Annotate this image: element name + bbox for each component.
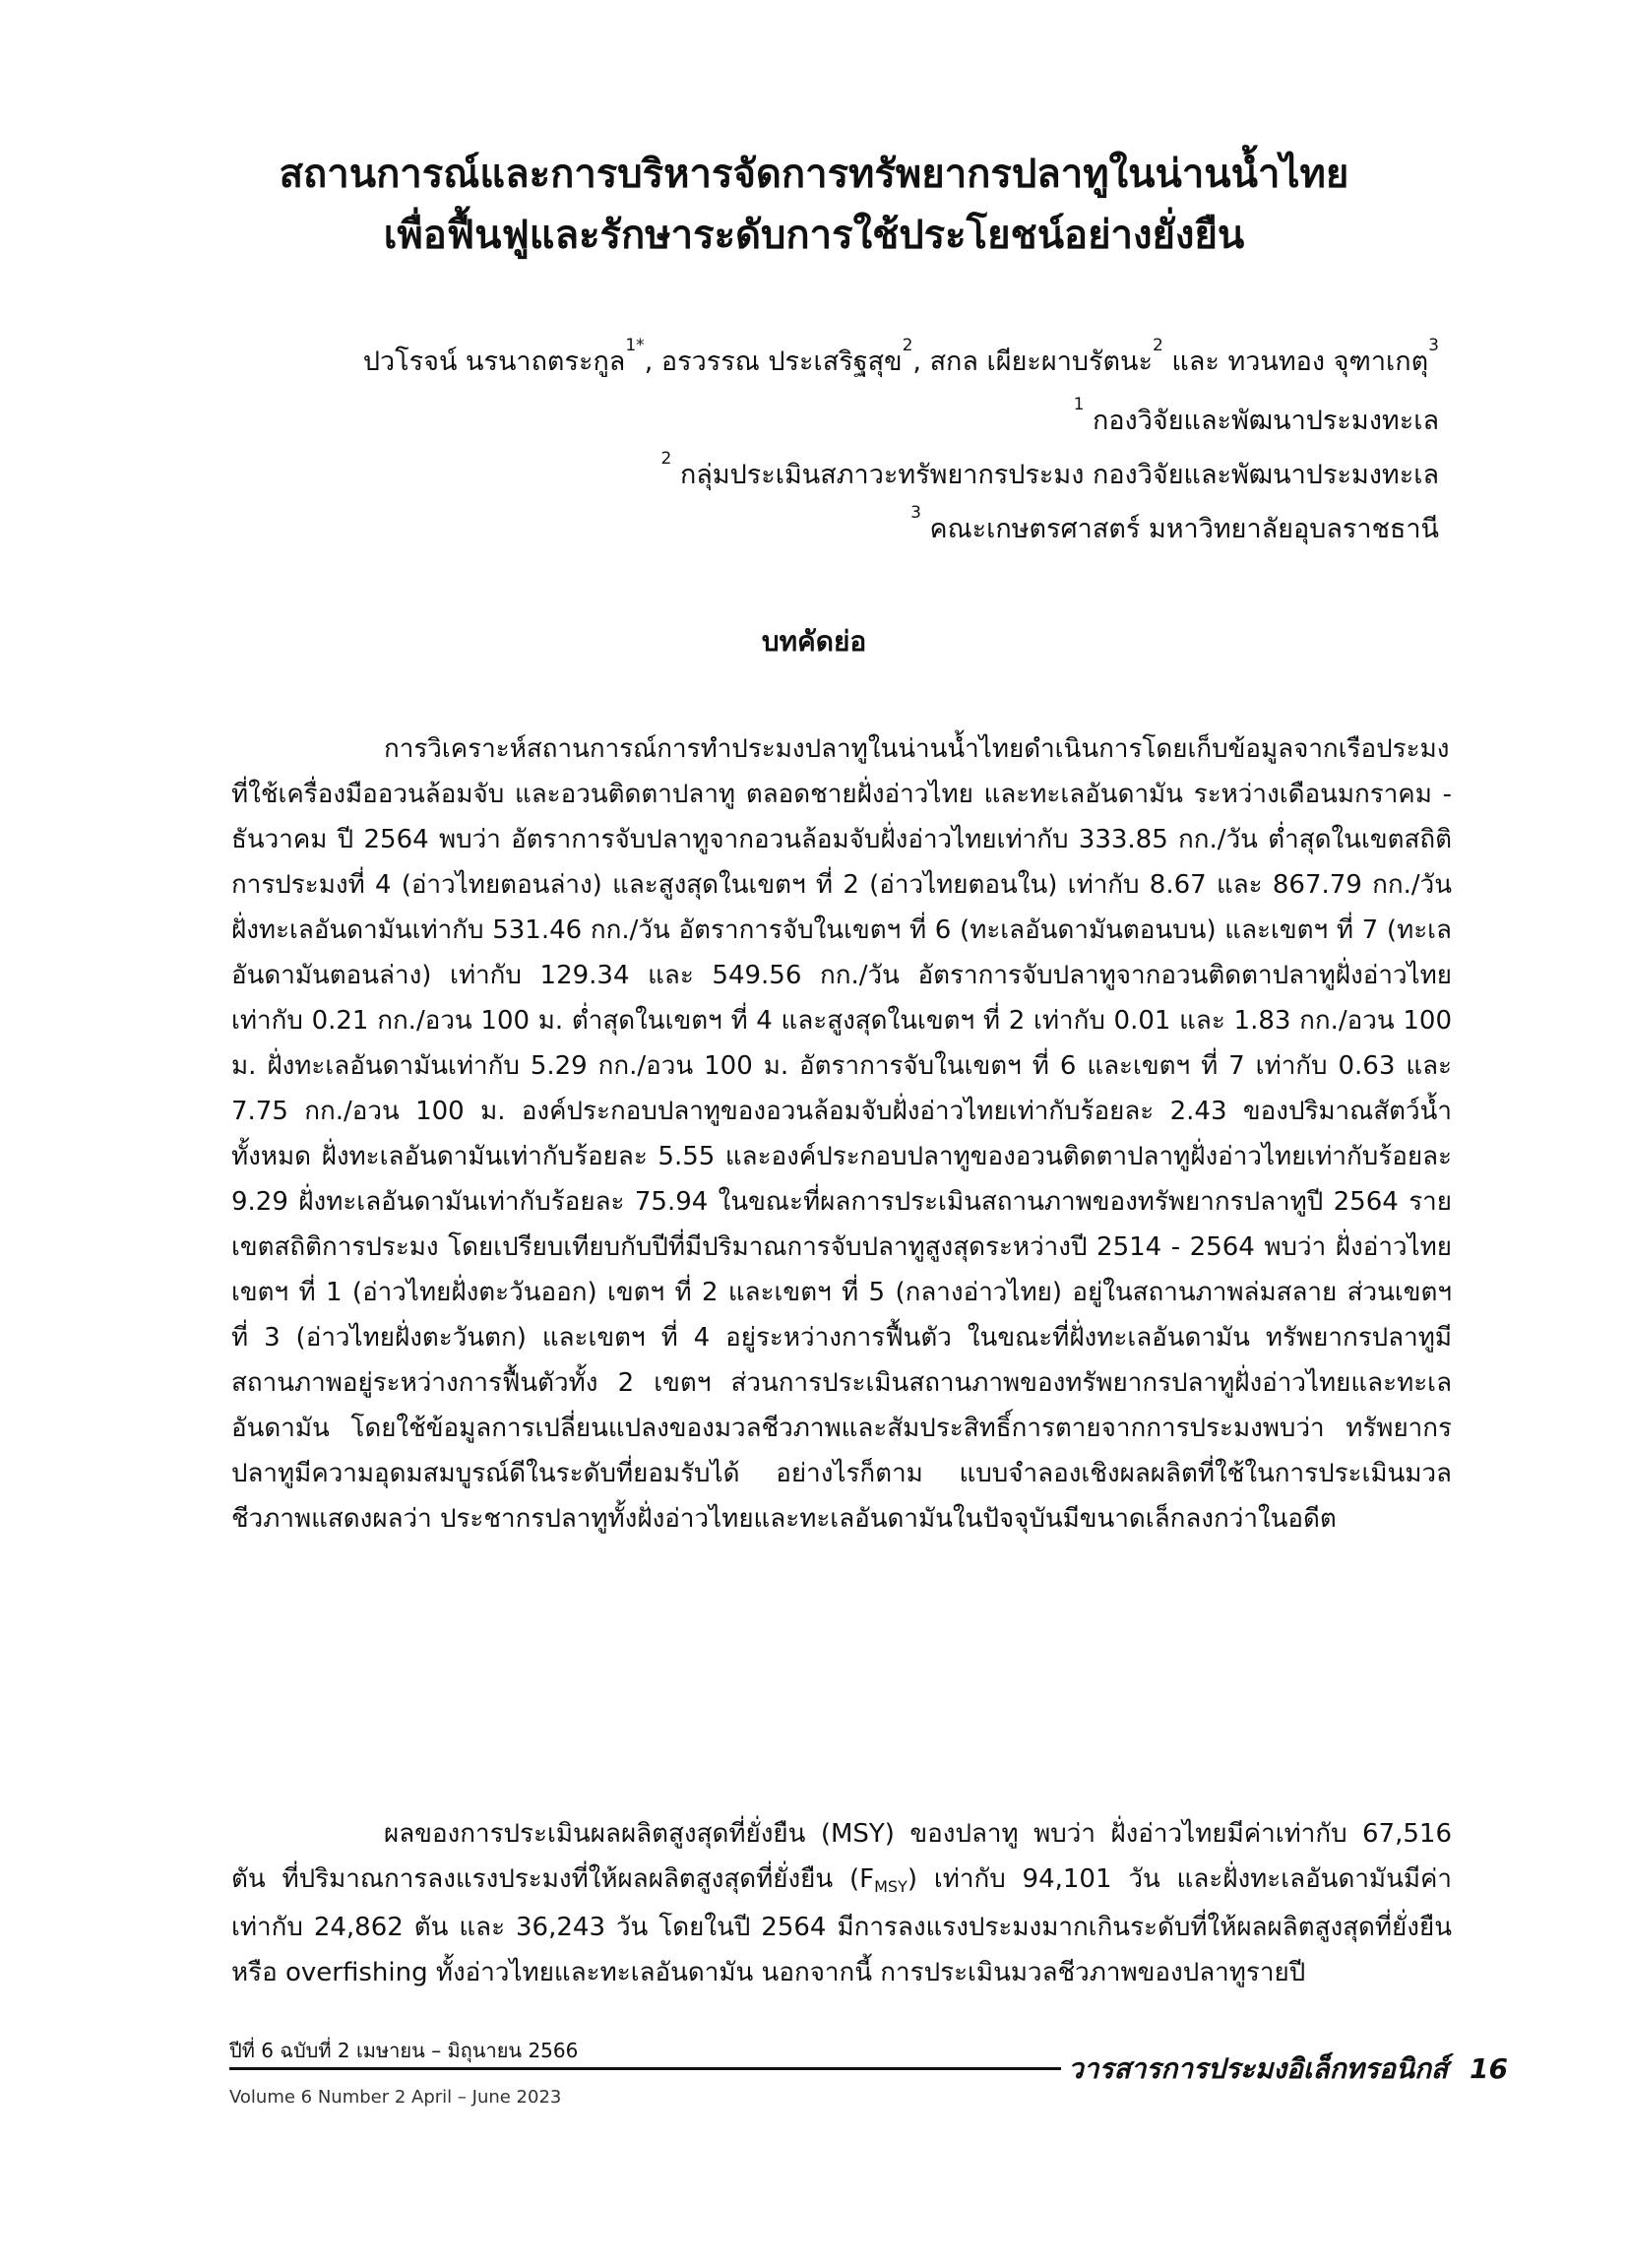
paper-title-line-2: เพื่อฟื้นฟูและรักษาระดับการใช้ประโยชน์อย่างยั่งยืน: [383, 213, 1245, 258]
author-list: [362, 336, 1439, 382]
affiliation-mark: 1: [1073, 395, 1085, 414]
author-separator: ,: [644, 346, 661, 377]
footer-issue-thai: ปีที่ 6 ฉบับที่ 2 เมษายน – มิถุนายน 2566: [229, 2039, 579, 2062]
affiliation-3: [910, 503, 1439, 549]
fmsy-subscript: MSY: [874, 1877, 908, 1896]
author-affiliation-mark: 2: [902, 336, 913, 355]
affiliation-text: คณะเกษตรศาสตร์ มหาวิทยาลัยอุบลราชธานี: [920, 514, 1439, 544]
affiliation-1: [1073, 395, 1439, 441]
author-name: อรวรรณ ประเสริฐสุข: [660, 346, 903, 377]
page-number: 16: [1470, 2052, 1508, 2085]
affiliation-mark: 2: [660, 449, 672, 469]
footer-journal: [1068, 2048, 1508, 2091]
paragraph-text: ) เท่ากับ 94,101 วัน และฝั่งทะเลอันดามันมีค่าเท่ากับ 24,862 ตัน และ 36,243 วัน โดยในปี 2564 มีการลงแรงประมงมากเกินระดับที่ให้ผลผลิตสูงสุดที่ยั่งยืน หรือ overfishing ทั้งอ่าวไทยและทะเลอันดามัน นอกจากนี้ การประเมินมวลชีวภาพของปลาทูรายปี: [231, 1864, 1452, 1987]
abstract-heading: บทคัดย่อ: [761, 625, 867, 658]
author-affiliation-mark: 2: [1153, 336, 1163, 355]
paper-title-line-1: สถานการณ์และการบริหารจัดการทรัพยากรปลาทูในน่านน้ำไทย: [279, 152, 1349, 197]
affiliation-mark: 3: [910, 503, 921, 523]
affiliation-text: กลุ่มประเมินสภาวะทรัพยากรประมง กองวิจัยและพัฒนาประมงทะเล: [671, 460, 1439, 490]
affiliation-2: [660, 449, 1439, 495]
author-conjunction: และ: [1162, 346, 1228, 377]
footer-divider: [229, 2067, 1061, 2070]
author-name: ปวโรจน์ นรนาถตระกูล: [362, 346, 626, 377]
journal-name: วารสารการประมงอิเล็กทรอนิกส์: [1068, 2052, 1449, 2085]
author-separator: ,: [912, 346, 930, 377]
author-affiliation-mark: 3: [1428, 336, 1439, 355]
affiliation-text: กองวิจัยและพัฒนาประมงทะเล: [1084, 406, 1439, 436]
abstract-paragraph-1: การวิเคราะห์สถานการณ์การทำประมงปลาทูในน่านน้ำไทยดำเนินการโดยเก็บข้อมูลจากเรือประมงที่ใช้เครื่องมืออวนล้อมจับ และอวนติดตาปลาทู ตลอดชายฝั่งอ่าวไทย และทะเลอันดามัน ระหว่างเดือนมกราคม - ธันวาคม ปี 2564 พบว่า อัตราการจับปลาทูจากอวนล้อมจับฝั่งอ่าวไทยเท่ากับ 333.85 กก./วัน ต่ำสุดในเขตสถิติการประมงที่ 4 (อ่าวไทยตอนล่าง) และสูงสุดในเขตฯ ที่ 2 (อ่าวไทยตอนใน) เท่ากับ 8.67 และ 867.79 กก./วัน ฝั่งทะเลอันดามันเท่ากับ 531.46 กก./วัน อัตราการจับในเขตฯ ที่ 6 (ทะเลอันดามันตอนบน) และเขตฯ ที่ 7 (ทะเลอันดามันตอนล่าง) เท่ากับ 129.34 และ 549.56 กก./วัน อัตราการจับปลาทูจากอวนติดตาปลาทูฝั่งอ่าวไทยเท่ากับ 0.21 กก./อวน 100 ม. ต่ำสุดในเขตฯ ที่ 4 และสูงสุดในเขตฯ ที่ 2 เท่ากับ 0.01 และ 1.83 กก./อวน 100 ม. ฝั่งทะเลอันดามันเท่ากับ 5.29 กก./อวน 100 ม. อัตราการจับในเขตฯ ที่ 6 และเขตฯ ที่ 7 เท่ากับ 0.63 และ 7.75 กก./อวน 100 ม. องค์ประกอบปลาทูของอวนล้อมจับฝั่งอ่าวไทยเท่ากับร้อยละ 2.43 ของปริมาณสัตว์น้ำทั้งหมด ฝั่งทะเลอันดามันเท่ากับร้อยละ 5.55 และองค์ประกอบปลาทูของอวนติดตาปลาทูฝั่งอ่าวไทยเท่ากับร้อยละ 9.29 ฝั่งทะเลอันดามันเท่ากับร้อยละ 75.94 ในขณะที่ผลการประเมินสถานภาพของทรัพยากรปลาทูปี 2564 รายเขตสถิติการประมง โดยเปรียบเทียบกับปีที่มีปริมาณการจับปลาทูสูงสุดระหว่างปี 2514 - 2564 พบว่า ฝั่งอ่าวไทย เขตฯ ที่ 1 (อ่าวไทยฝั่งตะวันออก) เขตฯ ที่ 2 และเขตฯ ที่ 5 (กลางอ่าวไทย) อยู่ในสถานภาพล่มสลาย ส่วนเขตฯ ที่ 3 (อ่าวไทยฝั่งตะวันตก) และเขตฯ ที่ 4 อยู่ระหว่างการฟื้นตัว ในขณะที่ฝั่งทะเลอันดามัน ทรัพยากรปลาทูมีสถานภาพอยู่ระหว่างการฟื้นตัวทั้ง 2 เขตฯ ส่วนการประเมินสถานภาพของทรัพยากรปลาทูฝั่งอ่าวไทยและทะเลอันดามัน โดยใช้ข้อมูลการเปลี่ยนแปลงของมวลชีวภาพและสัมประสิทธิ์การตายจากการประมงพบว่า ทรัพยากรปลาทูมีความอุดมสมบูรณ์ดีในระดับที่ยอมรับได้ อย่างไรก็ตาม แบบจำลองเชิงผลผลิตที่ใช้ในการประเมินมวลชีวภาพแสดงผลว่า ประชากรปลาทูทั้งฝั่งอ่าวไทยและทะเลอันดามันในปัจจุบันมีขนาดเล็กลงกว่าในอดีต: [231, 734, 1452, 1534]
author-name: ทวนทอง จุฑาเกตุ: [1227, 346, 1429, 377]
author-affiliation-mark: 1*: [625, 336, 645, 355]
author-name: สกล เผียะผาบรัตนะ: [929, 346, 1154, 377]
abstract-paragraph-2: [231, 1811, 1452, 1995]
footer-issue-english: Volume 6 Number 2 April – June 2023: [229, 2087, 562, 2108]
paragraph-text: ผลของการประเมินผลผลิตสูงสุดที่ยั่งยืน (MSY) ของปลาทู พบว่า ฝั่งอ่าวไทยมีค่าเท่ากับ 67,516 ตัน ที่ปริมาณการลงแรงประมงที่ให้ผลผลิตสูงสุดที่ยั่งยืน (F: [231, 1819, 1452, 1894]
